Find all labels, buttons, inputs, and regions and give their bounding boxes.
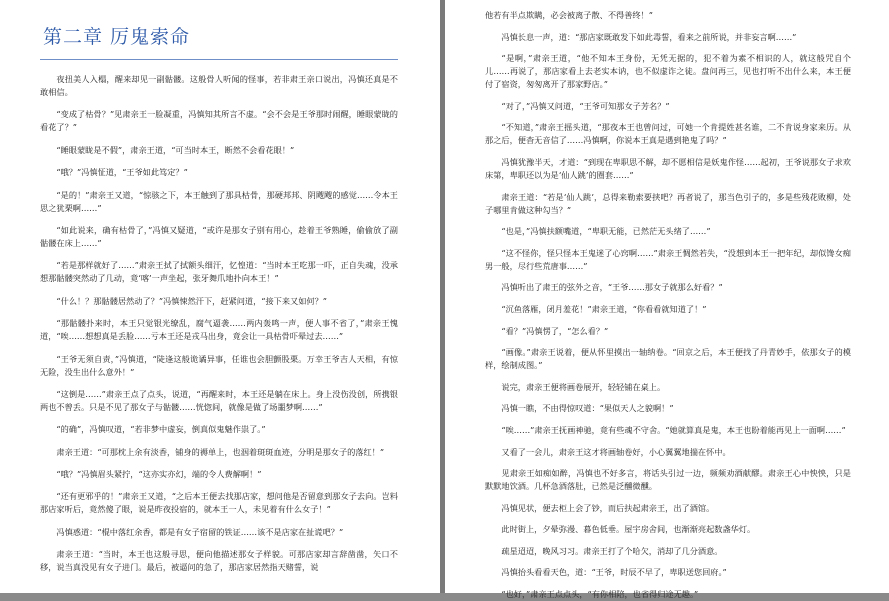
- paragraph: “还有更邪乎的！”肃亲王又道，“之后本王便去找那店家，想问他是否留意到那女子去向。岂料那店家听后，竟然傻了眼，说是昨夜投宿的，就本王一人，未见着有什么女子！”: [40, 491, 398, 515]
- paragraph: “如此说来，确有枯骨了，”冯慎又疑道，“或许是那女子别有用心，趁着王爷熟睡，偷偷放了副骷髅在床上……”: [40, 224, 398, 248]
- right-page: [445, 0, 889, 600]
- paragraph: “是的！”肃亲王又道，“惊骇之下，本王触到了那具枯骨，那硬邦邦、阴飕飕的感觉……令本王思之犹栗啊……”: [40, 189, 398, 213]
- paragraph: “变成了枯骨？”见肃亲王一脸凝重，冯慎知其所言不虚。“会不会是王爷那时闹醒，睡眼蒙眬的看花了？”: [40, 109, 398, 133]
- paragraph: “是啊，”肃亲王道，“他不知本王身份，无凭无据的，犯不着为素不相识的人，就这般咒自个儿……再说了，那店家看上去老实本讷，也不似虚诈之徒。盘问再三，见也打听不出什么来，本王便付了宿资，匆匆离开了那家野店。”: [485, 53, 851, 90]
- paragraph: “唉……”肃亲王抚画神驰，竟有些魂不守舍。“她就算真是鬼，本王也盼着能再见上一面啊……”: [501, 424, 846, 435]
- paragraph: 说完，肃亲王便将画卷展开，轻轻铺在桌上。: [501, 381, 666, 392]
- paragraph: “沉鱼落雁，闭月羞花！”肃亲王道，“你看看就知道了！”: [501, 303, 707, 314]
- paragraph: 肃亲王道：“若是‘仙人跳’，总得来勒索要挟吧？再者说了，那当色引子的，多是些残花败柳，处子哪里肯做这种勾当？”: [485, 191, 851, 215]
- title-divider: [40, 59, 398, 60]
- paragraph: 疏星迢迢，晚风习习。肃亲王打了个哈欠，消却了几分酒意。: [501, 545, 723, 556]
- paragraph: 冯慎抬头看看天色，道：“王爷，时辰不早了，卑职送您回府。”: [501, 567, 727, 578]
- paragraph: 他若有半点欺瞒，必会被离子散、不得善终！”: [485, 10, 653, 20]
- paragraph: 冯慎听出了肃王的弦外之音，“王爷……那女子就那么好看？”: [501, 282, 723, 293]
- paragraph: 冯慎一瞧，不由得惊叹道：“果似天人之貌啊！”: [501, 403, 674, 414]
- left-page-body: [40, 73, 398, 574]
- paragraph: “画像。”肃亲王说着，便从怀里摸出一轴纳卷。“回京之后，本王便找了丹青妙手，依那女子的模样，绘制成图。”: [485, 347, 851, 371]
- paragraph: “哦？”冯慎眉头紧拧，“这亦实亦幻，端的令人费解啊！”: [56, 469, 262, 480]
- paragraph: “看？”冯慎愣了，“怎么看？”: [501, 325, 609, 336]
- paragraph: “不知道，”肃亲王摇头道，“那夜本王也曾问过，可她一个肯提姓甚名谁，二不肯说身家来历。从那之后，便杳无音信了……冯慎啊，你说本王真是遇到艳鬼了吗？”: [485, 122, 851, 146]
- paragraph: “也是，”冯慎扶额嘴道，“卑职无能，已然茫无头绪了……”: [501, 226, 711, 237]
- paragraph: “睡眼蒙眬是不假”，肃亲王道，“可当时本王，断然不会看花眼！”: [56, 144, 295, 155]
- paragraph: “哦？”冯慎怔道，“王爷如此笃定？”: [56, 167, 188, 178]
- paragraph: 冯慎惑道：“棍中落红余香，都是有女子宿留的铁证……该不是店家在扯谎吧？”: [56, 526, 344, 537]
- paragraph: “也好，”肃亲王点点头，“有你相陪，也省得归途无趣。”: [501, 589, 699, 600]
- paragraph: “那骷髅扑来时，本王只觉银光缭乱，腐气逼袭……两内轰鸣一声，便人事不省了，”肃亲王愧道，“唉……想想真是丢脸……亏本王还是戎马出身，竟会让一具枯骨吓晕过去……”: [40, 318, 398, 342]
- paragraph: “什么！？那骷髅居然动了？”冯慎悚然汗下，赶紧问道，“接下来又如何？”: [56, 295, 327, 306]
- paragraph: 又看了一会儿，肃亲王这才将画轴卷好，小心翼翼地揣在怀中。: [501, 446, 731, 457]
- paragraph: 冯慎长息一声，道：“那店家既敢发下如此毒誓，看来之前所说，并非妄言啊……”: [501, 31, 797, 42]
- paragraph: 肃亲王道：“当时，本王也这般寻思，便向他描述那女子样貌。可那店家却言辞凿凿，矢口不移，说当真没见有女子进门。最后，被逼问的急了，那店家居然指天赌誓，说: [40, 549, 398, 573]
- chapter-title: 第二章 厉鬼索命: [43, 26, 191, 48]
- paragraph: “这不怪你，怪只怪本王鬼迷了心窍啊……”肃亲王惆然若失，“没想到本王一把年纪，却似馋女痴男一般，尽行些荒唐事……”: [485, 247, 851, 271]
- paragraph: 此时街上，夕晕弥漫、暮色低垂。屋宇房舍间，也渐渐亮起数盏华灯。: [501, 524, 756, 535]
- right-page-body: [485, 9, 851, 601]
- paragraph: 夜扭美人入榻，醒来却见一副骷髅。这般骨人听闻的怪事，若非肃王亲口说出，冯慎还真是不敢相信。: [40, 74, 398, 97]
- paragraph: “对了，”冯慎又问道，“王爷可知那女子芳名？”: [501, 100, 670, 111]
- paragraph: “的确”，冯慎叹道，“若非梦中虚妄，倒真似鬼魅作祟了。”: [56, 424, 266, 435]
- paragraph: “若是那样就好了……”肃亲王拭了拭额头细汗，忆惶道：“当时本王吃那一吓，正自失魂，没承想那骷髅突然动了几动，竟‘喀’一声坐起，张牙舞爪地扑向本王！”: [40, 260, 398, 284]
- paragraph: “王爷无须自责，”冯慎道，“陡逢这般诡谲异事，任谁也会胆颤股栗。万幸王爷吉人天相，有惊无险，没生出什么意外！”: [40, 353, 398, 377]
- paragraph: 冯慎犹豫半天，才道：“到现在卑职思不解，却不愿相信是妖鬼作怪……起初，王爷说那女子求欢床第，卑职还以为是‘仙人跳’的圈套……”: [485, 156, 851, 180]
- paragraph: 冯慎见状，便去柜上会了钞，而后扶起肃亲王，出了酒馆。: [501, 502, 715, 513]
- paragraph: 肃亲王道：“可那枕上余有淡香，铺身的褥单上，也洇着斑斑血迹，分明是那女子的落红！”: [56, 446, 385, 457]
- left-page: [0, 0, 440, 593]
- paragraph: “这倒是……”肃亲王点了点头，说道，“再醒来时，本王还是躺在床上。身上没伤没创，所携银两也不曾丢。只是不见了那女子与骷髅……恍惚间，就像是做了场噩梦啊……”: [40, 388, 398, 412]
- paragraph: 见肃亲王如痴如醉，冯慎也不好多言，将话头引过一边，频频劝酒献醪。肃亲王心中怏怏，只是默默地饮酒。几杯急酒落肚，已然是泛醺微醺。: [485, 468, 851, 492]
